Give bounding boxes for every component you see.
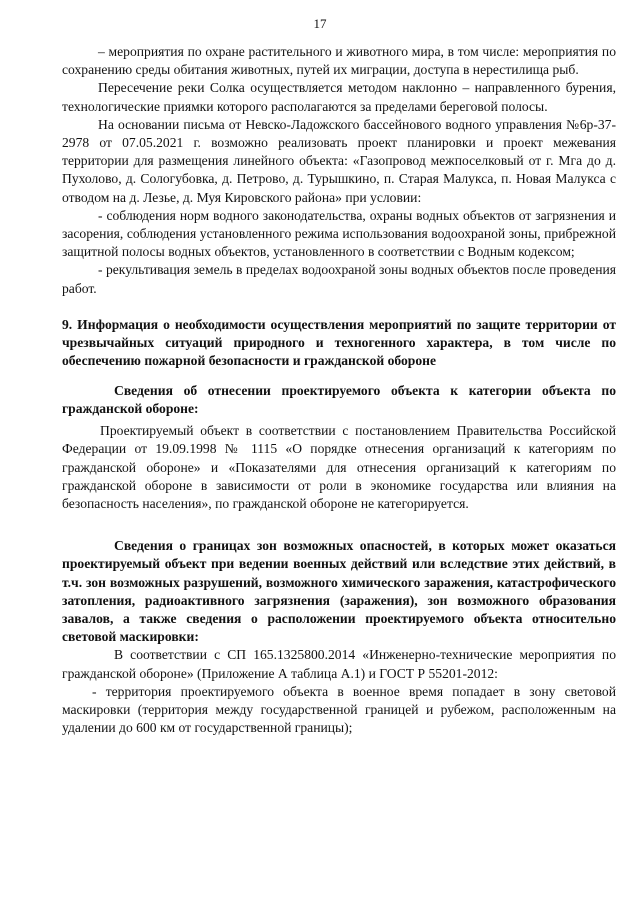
paragraph-river-crossing: Пересечение реки Солка осуществляется методом наклонно – направленного бурения, технологические приямки которого располагаются за пределами береговой полосы. [62, 80, 616, 114]
danger-zones-heading: Сведения о границах зон возможных опасностей, в которых может оказаться проектируемый объект при ведении военных действий или вследствие этих действий, в т.ч. зон возможных разрушений, возможного химического заражения, катастрофического затопления, радиоактивного загрязнения (заражения), зон возможного образования завалов, а также сведения о расположении проектируемого объекта относительно световой маскировки: [62, 538, 616, 645]
paragraph-wildlife-measures: – мероприятия по охране растительного и животного мира, в том числе: мероприятия по сохранению среды обитания животных, путей их миграции, доступа в нерестилища рыб. [62, 44, 616, 78]
civil-defense-category-heading: Сведения об отнесении проектируемого объекта к категории объекта по гражданской обороне: [62, 382, 616, 417]
civil-defense-category-text: Проектируемый объект в соответствии с постановлением Правительства Российской Федерации от 19.09.1998 № 1115 «О порядке отнесения организаций к категориям по гражданской обороне» и «Показателями для отнесения организаций к категориям по гражданской обороне в зависимости от роли в экономике государства или влияния на безопасность населения», по гражданской обороне не категорируется. [62, 423, 616, 512]
paragraph-condition-recultivation: - рекультивация земель в пределах водоохраной зоны водных объектов после проведения работ. [62, 262, 616, 296]
paragraph-condition-water-law: - соблюдения норм водного законодательства, охраны водных объектов от загрязнения и засорения, соблюдения установленного режима использования водоохраной зоны, прибрежной защитной полосы водных объектов, установленного в соответствии с Водным кодексом; [62, 207, 616, 260]
danger-zones-text: В соответствии с СП 165.1325800.2014 «Инженерно-технические мероприятия по гражданской обороне» (Приложение А таблица А.1) и ГОСТ Р 55201-2012: [62, 647, 616, 681]
page-number: 17 [313, 16, 327, 31]
paragraph-water-authority-letter: На основании письма от Невско-Ладожского бассейнового водного управления №6р-37-2978 от 07.05.2021 г. возможно реализовать проект планировки и проект межевания территории для размещения линейного объекта: «Газопровод межпоселковый от г. Мга до д. Пухолово, д. Сологубовка, д. Петрово, д. Турышкино, п. Старая Малукса, п. Новая Малукса с отводом на д. Лезье, д. Муя Кировского района» при условии: [62, 116, 616, 205]
light-masking-item: - территория проектируемого объекта в военное время попадает в зону световой маскировки (территория между государственной границей и рубежом, расположенным на удалении до 600 км от государственной границы); [62, 683, 616, 736]
section-9-heading: 9. Информация о необходимости осуществления мероприятий по защите территории от чрезвычайных ситуаций природного и техногенного характера, в том числе по обеспечению пожарной безопасности и гражданской обороне [62, 316, 616, 368]
page-body [62, 43, 616, 738]
